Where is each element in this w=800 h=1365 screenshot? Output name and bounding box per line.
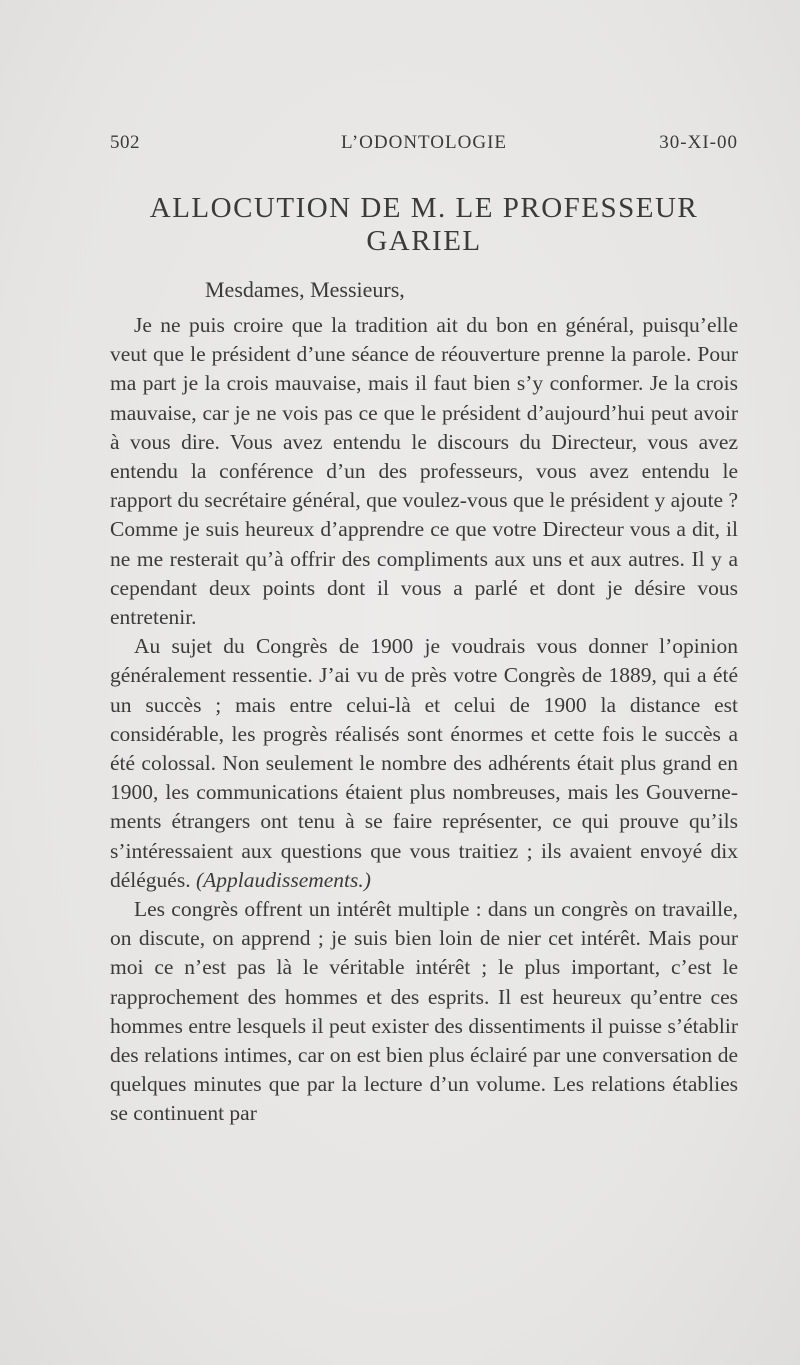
salutation: Mesdames, Messieurs, (205, 277, 405, 302)
paragraph-3: Les congrès offrent un intérêt multiple : dans un congrès on travaille, on discute, on apprend ; je suis bien loin de nier cet intérêt. Mais pour moi ce n’est pas là le véritable intérêt ; le plus important, c’est le rapprochement des hommes et des esprits. Il est heureux qu’entre ces hommes entre lesquels il peut exister des dissentiments il puisse s’établir des relations intimes, car on est bien plus éclairé par une conversation de quelques minutes que par la lecture d’un volume. Les relations établies se continuent par (110, 897, 738, 1126)
journal-title: L’ODONTOLOGIE (340, 132, 508, 153)
paragraph-2 (110, 632, 738, 895)
article-body (110, 311, 738, 1129)
page-number: 502 (110, 132, 140, 153)
running-head (110, 132, 738, 156)
issue-date: 30-XI-00 (659, 132, 738, 153)
paragraph-2-text: Au sujet du Congrès de 1900 je voudrais vous donner l’opinion généralement ressentie. J’ai vu de près votre Congrès de 1889, qui a été un succès ; mais entre celui-là et celui de 1900 la distance est considérable, les progrès réalisés sont énormes et cette fois le succès a été colossal. Non seulement le nombre des adhérents était plus grand en 1900, les communications étaient plus nombreuses, mais les Gouvernements étrangers ont tenu à se faire représenter, ce qui prouve qu’ils s’intéressaient aux questions que vous traitiez ; ils avaient envoyé dix délégués. (110, 634, 738, 892)
applause-note: (Applaudissements.) (195, 867, 371, 892)
article-title: ALLOCUTION DE M. LE PROFESSEUR GARIEL (149, 192, 699, 257)
paragraph-1: Je ne puis croire que la tradition ait du bon en général, puisqu’elle veut que le président d’une séance de réouverture prenne la parole. Pour ma part je la crois mauvaise, mais il faut bien s’y conformer. Je la crois mauvaise, car je ne vois pas ce que le président d’aujourd’hui peut avoir à vous dire. Vous avez entendu le discours du Directeur, vous avez entendu la conférence d’un des professeurs, vous avez entendu le rapport du secrétaire général, que voulez-vous que le président y ajoute ? Comme je suis heureux d’apprendre ce que votre Directeur vous a dit, il ne me resterait qu’à offrir des compliments aux uns et aux autres. Il y a cependant deux points dont il vous a parlé et dont je désire vous entretenir. (110, 313, 739, 630)
